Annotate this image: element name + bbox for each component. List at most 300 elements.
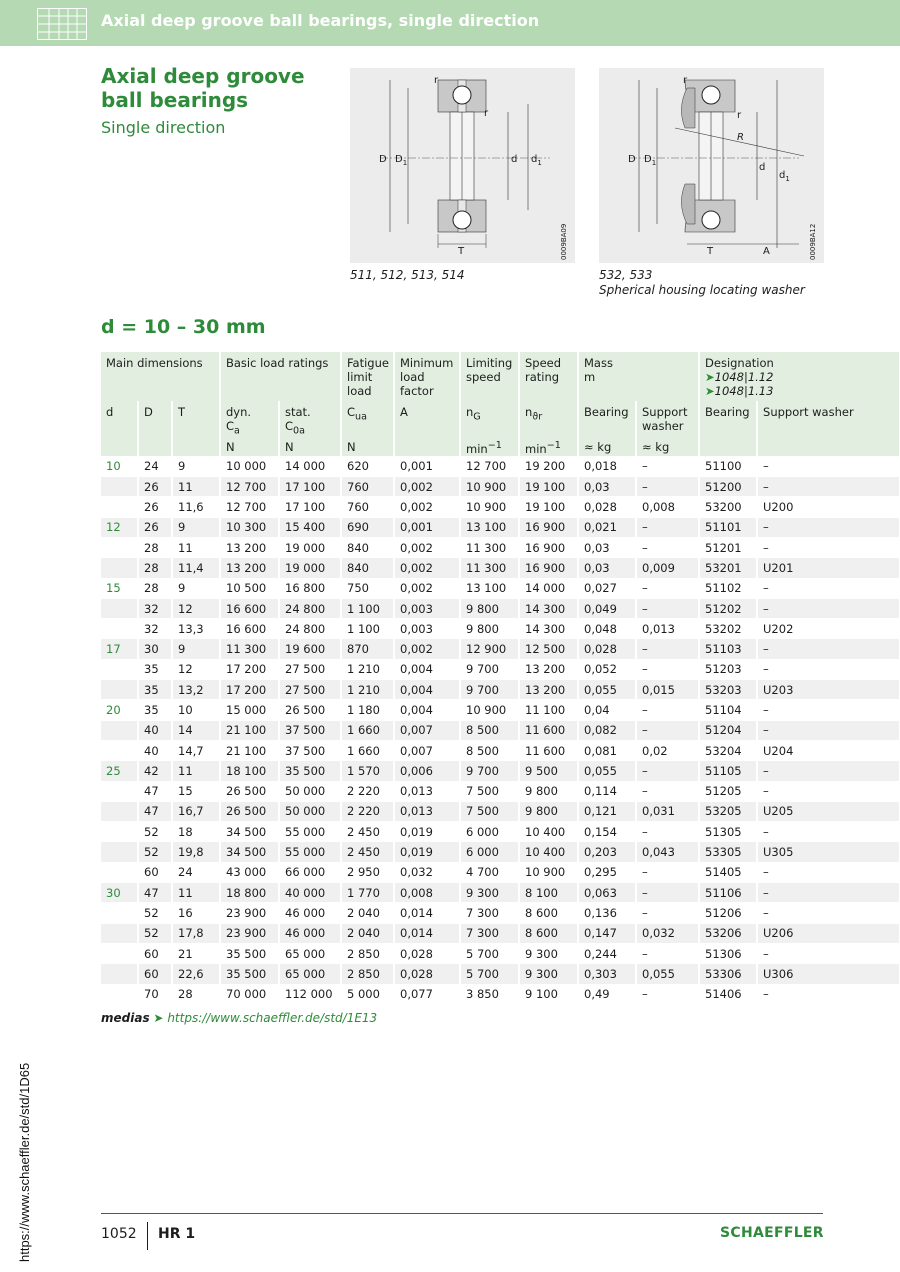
table-cell: 26 500 — [220, 781, 279, 801]
table-cell: 1 210 — [341, 659, 394, 679]
table-cell: 13,2 — [172, 680, 220, 700]
table-cell: 0,114 — [578, 781, 636, 801]
table-cell: 0,295 — [578, 862, 636, 882]
table-cell: 17,8 — [172, 923, 220, 943]
footer-divider — [101, 1213, 823, 1214]
table-cell: 51206 — [699, 903, 757, 923]
table-cell: 65 000 — [279, 943, 341, 963]
label-d: d — [511, 154, 518, 165]
table-cell: 2 850 — [341, 964, 394, 984]
table-cell: 15 000 — [220, 700, 279, 720]
table-cell: 15 400 — [279, 517, 341, 537]
table-cell: – — [636, 943, 699, 963]
table-cell: 16 600 — [220, 598, 279, 618]
label-r-top: r — [434, 75, 439, 86]
table-cell: 34 500 — [220, 822, 279, 842]
table-cell: 0,015 — [636, 680, 699, 700]
unit-empty — [138, 438, 172, 456]
table-cell: 28 — [138, 558, 172, 578]
table-cell: 840 — [341, 537, 394, 557]
table-cell: 11 300 — [460, 558, 519, 578]
table-cell: 0,028 — [394, 943, 460, 963]
table-cell — [101, 680, 138, 700]
table-row — [101, 537, 899, 557]
header-speed-rating: Speed rating — [519, 352, 578, 401]
table-cell: 0,032 — [636, 923, 699, 943]
arrow-right-icon: ➤ — [153, 1011, 164, 1025]
table-cell: 0,154 — [578, 822, 636, 842]
table-cell: 112 000 — [279, 984, 341, 1004]
table-cell: 26 — [138, 477, 172, 497]
table-cell: – — [757, 659, 899, 679]
table-cell: 19 100 — [519, 497, 578, 517]
table-cell: – — [636, 700, 699, 720]
table-row — [101, 578, 899, 598]
book-code: HR 1 — [158, 1226, 196, 1242]
table-cell: 0,007 — [394, 740, 460, 760]
table-cell: 1 770 — [341, 883, 394, 903]
table-cell: 51405 — [699, 862, 757, 882]
table-row — [101, 720, 899, 740]
table-cell: 0,028 — [394, 964, 460, 984]
table-cell: 70 — [138, 984, 172, 1004]
header-title: Axial deep groove ball bearings, single direction — [101, 11, 540, 30]
table-cell: 12 — [172, 659, 220, 679]
figure-caption-spherical — [599, 268, 805, 298]
table-cell: 11 300 — [460, 537, 519, 557]
table-cell: 9 800 — [519, 801, 578, 821]
table-cell: 0,032 — [394, 862, 460, 882]
table-cell: 9 — [172, 456, 220, 476]
page-title — [101, 64, 331, 112]
table-cell — [101, 943, 138, 963]
table-cell: 53305 — [699, 842, 757, 862]
label-D: D — [379, 154, 387, 165]
header-dynamic-rating: dyn. $C_a$ — [220, 401, 279, 438]
table-cell: 53200 — [699, 497, 757, 517]
table-cell: 35 500 — [220, 943, 279, 963]
table-grid-icon — [37, 8, 87, 40]
table-cell: – — [636, 517, 699, 537]
table-cell: 5 000 — [341, 984, 394, 1004]
table-cell — [101, 740, 138, 760]
table-cell: 3 850 — [460, 984, 519, 1004]
table-cell: 46 000 — [279, 923, 341, 943]
table-row — [101, 903, 899, 923]
table-cell: – — [636, 537, 699, 557]
table-cell: 9 800 — [519, 781, 578, 801]
table-cell: 0,014 — [394, 923, 460, 943]
designation-ref-1[interactable]: ➤1048|1.12 — [705, 370, 774, 384]
table-cell: – — [636, 883, 699, 903]
header-A: A — [394, 401, 460, 438]
table-cell: 26 — [138, 497, 172, 517]
table-cell: 0,001 — [394, 517, 460, 537]
table-cell: U305 — [757, 842, 899, 862]
unit-N: N — [220, 438, 279, 456]
table-cell: 35 — [138, 680, 172, 700]
header-ng: $n_G$ — [460, 401, 519, 438]
table-row — [101, 619, 899, 639]
table-cell: 11 — [172, 883, 220, 903]
table-cell: – — [636, 903, 699, 923]
label-d1: $d_1$ — [531, 154, 542, 167]
table-cell: U205 — [757, 801, 899, 821]
table-cell: 47 — [138, 883, 172, 903]
table-cell: 0,004 — [394, 680, 460, 700]
table-header-row-groups — [101, 352, 899, 401]
footer-separator — [147, 1222, 148, 1250]
table-cell: 26 500 — [220, 801, 279, 821]
table-cell: – — [636, 456, 699, 476]
table-cell: 0,002 — [394, 558, 460, 578]
table-cell: 53203 — [699, 680, 757, 700]
unit-empty — [699, 438, 757, 456]
table-cell: – — [757, 822, 899, 842]
table-cell: 19 600 — [279, 639, 341, 659]
table-cell: 53201 — [699, 558, 757, 578]
table-cell: 7 300 — [460, 903, 519, 923]
table-cell: – — [757, 943, 899, 963]
table-cell: 2 850 — [341, 943, 394, 963]
table-cell: 35 — [138, 700, 172, 720]
table-cell — [101, 558, 138, 578]
header-cu: $C_{ua}$ — [341, 401, 394, 438]
table-cell: 0,002 — [394, 578, 460, 598]
label-T: T — [458, 246, 465, 257]
table-cell: 28 — [138, 578, 172, 598]
table-cell: 22,6 — [172, 964, 220, 984]
table-cell: 53306 — [699, 964, 757, 984]
table-cell: 0,027 — [578, 578, 636, 598]
table-row — [101, 598, 899, 618]
table-cell: 46 000 — [279, 903, 341, 923]
label-r-top: r — [683, 75, 688, 86]
table-row — [101, 456, 899, 476]
table-row — [101, 659, 899, 679]
designation-ref-2[interactable]: ➤1048|1.13 — [705, 384, 774, 398]
side-url[interactable]: https://www.schaeffler.de/std/1D65 — [17, 1062, 32, 1262]
table-row — [101, 740, 899, 760]
table-cell: 10 900 — [460, 700, 519, 720]
table-cell: 35 500 — [279, 761, 341, 781]
table-cell: 9 300 — [519, 964, 578, 984]
table-cell: – — [757, 761, 899, 781]
table-cell: 18 800 — [220, 883, 279, 903]
table-cell: 12 900 — [460, 639, 519, 659]
table-cell: 9 500 — [519, 761, 578, 781]
table-cell: – — [757, 639, 899, 659]
table-cell: 51205 — [699, 781, 757, 801]
table-row — [101, 639, 899, 659]
table-cell: – — [757, 903, 899, 923]
table-cell: 30 — [138, 639, 172, 659]
table-row — [101, 984, 899, 1004]
unit-kg: ≈ kg — [578, 438, 636, 456]
table-cell: 10 — [101, 456, 138, 476]
label-R: R — [737, 132, 744, 143]
medias-link[interactable]: https://www.schaeffler.de/std/1E13 — [167, 1011, 378, 1025]
label-d1: $d_1$ — [779, 170, 790, 183]
table-cell: 0,002 — [394, 497, 460, 517]
table-cell: 7 500 — [460, 781, 519, 801]
table-cell: 47 — [138, 781, 172, 801]
unit-min: $\min^{-1}$ — [519, 438, 578, 456]
table-cell: 27 500 — [279, 680, 341, 700]
table-cell: 10 — [172, 700, 220, 720]
table-cell: 50 000 — [279, 781, 341, 801]
table-cell: 9 700 — [460, 761, 519, 781]
unit-N: N — [341, 438, 394, 456]
table-cell: 23 900 — [220, 923, 279, 943]
table-cell: 9 700 — [460, 680, 519, 700]
table-cell: 11 300 — [220, 639, 279, 659]
table-cell: 21 100 — [220, 740, 279, 760]
table-cell: 18 100 — [220, 761, 279, 781]
table-cell: 0,006 — [394, 761, 460, 781]
table-cell: 27 500 — [279, 659, 341, 679]
unit-min: $\min^{-1}$ — [460, 438, 519, 456]
table-cell: 9 800 — [460, 619, 519, 639]
table-row — [101, 680, 899, 700]
table-cell: 9 700 — [460, 659, 519, 679]
table-cell: 19,8 — [172, 842, 220, 862]
table-cell: – — [636, 761, 699, 781]
table-cell: 10 000 — [220, 456, 279, 476]
table-cell: – — [636, 578, 699, 598]
table-cell: 16 600 — [220, 619, 279, 639]
table-cell: 0,043 — [636, 842, 699, 862]
table-cell: 16,7 — [172, 801, 220, 821]
table-cell: 21 — [172, 943, 220, 963]
table-cell: 0,013 — [394, 801, 460, 821]
table-cell: 50 000 — [279, 801, 341, 821]
table-cell: 0,019 — [394, 822, 460, 842]
table-cell: 4 700 — [460, 862, 519, 882]
table-cell: 60 — [138, 964, 172, 984]
table-cell: 0,136 — [578, 903, 636, 923]
table-cell: 9 300 — [460, 883, 519, 903]
table-cell: 12 — [172, 598, 220, 618]
table-cell: 0,048 — [578, 619, 636, 639]
table-cell — [101, 598, 138, 618]
table-cell: 51200 — [699, 477, 757, 497]
table-row — [101, 497, 899, 517]
table-cell: 2 220 — [341, 781, 394, 801]
table-cell: 70 000 — [220, 984, 279, 1004]
table-cell: 51106 — [699, 883, 757, 903]
table-cell: 17 200 — [220, 659, 279, 679]
table-cell: 55 000 — [279, 822, 341, 842]
table-cell: 10 400 — [519, 842, 578, 862]
table-cell: 40 — [138, 740, 172, 760]
table-cell: 0,019 — [394, 842, 460, 862]
table-cell: 52 — [138, 842, 172, 862]
table-cell: 11 600 — [519, 720, 578, 740]
table-cell: – — [757, 537, 899, 557]
table-row — [101, 923, 899, 943]
table-cell: 16 900 — [519, 537, 578, 557]
table-cell: 750 — [341, 578, 394, 598]
table-cell: – — [757, 578, 899, 598]
table-cell: 40 000 — [279, 883, 341, 903]
table-cell: 8 100 — [519, 883, 578, 903]
table-cell: – — [636, 639, 699, 659]
table-cell: 23 900 — [220, 903, 279, 923]
table-cell: 16 800 — [279, 578, 341, 598]
table-cell: – — [757, 598, 899, 618]
table-cell: 52 — [138, 822, 172, 842]
table-cell: 53204 — [699, 740, 757, 760]
table-cell: 0,013 — [636, 619, 699, 639]
table-cell: 0,009 — [636, 558, 699, 578]
table-cell: 60 — [138, 862, 172, 882]
table-cell: 51101 — [699, 517, 757, 537]
table-cell: 14 300 — [519, 598, 578, 618]
unit-kg: ≈ kg — [636, 438, 699, 456]
table-cell: 6 000 — [460, 822, 519, 842]
table-row — [101, 801, 899, 821]
table-cell: 5 700 — [460, 943, 519, 963]
header-ntheta: $n_{ϑr}$ — [519, 401, 578, 438]
label-D1: $D_1$ — [395, 154, 408, 167]
table-cell — [101, 497, 138, 517]
table-cell: – — [636, 822, 699, 842]
table-cell: 14 300 — [519, 619, 578, 639]
table-cell: 24 — [138, 456, 172, 476]
table-cell: 51100 — [699, 456, 757, 476]
table-cell: 10 900 — [460, 497, 519, 517]
table-cell: 0,008 — [394, 883, 460, 903]
table-cell: 0,002 — [394, 639, 460, 659]
table-cell: 32 — [138, 619, 172, 639]
table-cell — [101, 862, 138, 882]
table-cell: 37 500 — [279, 720, 341, 740]
table-cell: 760 — [341, 497, 394, 517]
table-cell: 760 — [341, 477, 394, 497]
table-cell: U206 — [757, 923, 899, 943]
table-body — [101, 456, 899, 1004]
header-D: D — [138, 401, 172, 438]
page-title-line1: Axial deep groove — [101, 64, 305, 88]
table-cell: 0,013 — [394, 781, 460, 801]
table-cell: 0,052 — [578, 659, 636, 679]
table-cell: – — [757, 700, 899, 720]
table-cell: 9 — [172, 517, 220, 537]
table-cell — [101, 923, 138, 943]
table-cell: 10 900 — [519, 862, 578, 882]
table-row — [101, 943, 899, 963]
table-cell: 0,007 — [394, 720, 460, 740]
table-cell: 51104 — [699, 700, 757, 720]
table-cell: 60 — [138, 943, 172, 963]
table-cell: 1 660 — [341, 740, 394, 760]
figure-caption-standard: 511, 512, 513, 514 — [350, 268, 465, 282]
caption-series: 532, 533 — [599, 268, 653, 282]
table-row — [101, 862, 899, 882]
unit-N: N — [279, 438, 341, 456]
table-cell: 13 200 — [220, 558, 279, 578]
table-cell: 11,6 — [172, 497, 220, 517]
table-cell: 10 900 — [460, 477, 519, 497]
table-cell: 0,02 — [636, 740, 699, 760]
table-cell: 51102 — [699, 578, 757, 598]
table-cell: 11 — [172, 537, 220, 557]
table-cell: 12 500 — [519, 639, 578, 659]
label-r-inner: r — [737, 110, 742, 121]
table-cell: 9 800 — [460, 598, 519, 618]
table-cell: 51201 — [699, 537, 757, 557]
table-cell: 1 210 — [341, 680, 394, 700]
table-cell: 1 180 — [341, 700, 394, 720]
table-cell: 7 500 — [460, 801, 519, 821]
table-cell: 19 000 — [279, 537, 341, 557]
table-cell: 840 — [341, 558, 394, 578]
header-mass-bearing: Bearing — [578, 401, 636, 438]
table-cell: 13 200 — [220, 537, 279, 557]
table-row — [101, 781, 899, 801]
table-cell: U306 — [757, 964, 899, 984]
table-row — [101, 517, 899, 537]
table-cell: 53205 — [699, 801, 757, 821]
mass-label: Mass — [584, 356, 613, 370]
table-cell: 19 100 — [519, 477, 578, 497]
table-cell: U203 — [757, 680, 899, 700]
table-cell: 32 — [138, 598, 172, 618]
table-cell: 26 500 — [279, 700, 341, 720]
table-cell: 14 000 — [519, 578, 578, 598]
table-cell: 2 450 — [341, 842, 394, 862]
table-cell: 7 300 — [460, 923, 519, 943]
table-cell: 21 100 — [220, 720, 279, 740]
table-cell: 11 600 — [519, 740, 578, 760]
table-cell: 0,49 — [578, 984, 636, 1004]
table-cell: 0,014 — [394, 903, 460, 923]
table-cell: 0,063 — [578, 883, 636, 903]
table-cell: 0,031 — [636, 801, 699, 821]
table-cell — [101, 720, 138, 740]
table-cell: 14 000 — [279, 456, 341, 476]
table-cell: 65 000 — [279, 964, 341, 984]
brand-logo: SCHAEFFLER — [720, 1225, 824, 1241]
table-cell: 8 600 — [519, 923, 578, 943]
table-cell: 0,055 — [578, 761, 636, 781]
label-A: A — [763, 246, 770, 257]
table-cell: 47 — [138, 801, 172, 821]
label-D1: $D_1$ — [644, 154, 657, 167]
table-cell: – — [757, 984, 899, 1004]
table-cell: 13 100 — [460, 578, 519, 598]
medias-label: medias — [101, 1011, 150, 1025]
table-cell: 25 — [101, 761, 138, 781]
table-cell: 28 — [172, 984, 220, 1004]
table-cell: 51306 — [699, 943, 757, 963]
table-cell: 24 800 — [279, 598, 341, 618]
drawing-code: 0009BA09 — [560, 223, 568, 260]
table-cell: 19 000 — [279, 558, 341, 578]
table-cell — [101, 477, 138, 497]
table-row — [101, 761, 899, 781]
table-cell: 11 — [172, 761, 220, 781]
page-title-line2: ball bearings — [101, 88, 249, 112]
table-cell: 12 700 — [220, 497, 279, 517]
designation-label: Designation — [705, 356, 774, 370]
table-cell: – — [636, 598, 699, 618]
table-cell: – — [757, 517, 899, 537]
table-cell: – — [757, 883, 899, 903]
table-cell: 52 — [138, 903, 172, 923]
table-cell: 8 600 — [519, 903, 578, 923]
